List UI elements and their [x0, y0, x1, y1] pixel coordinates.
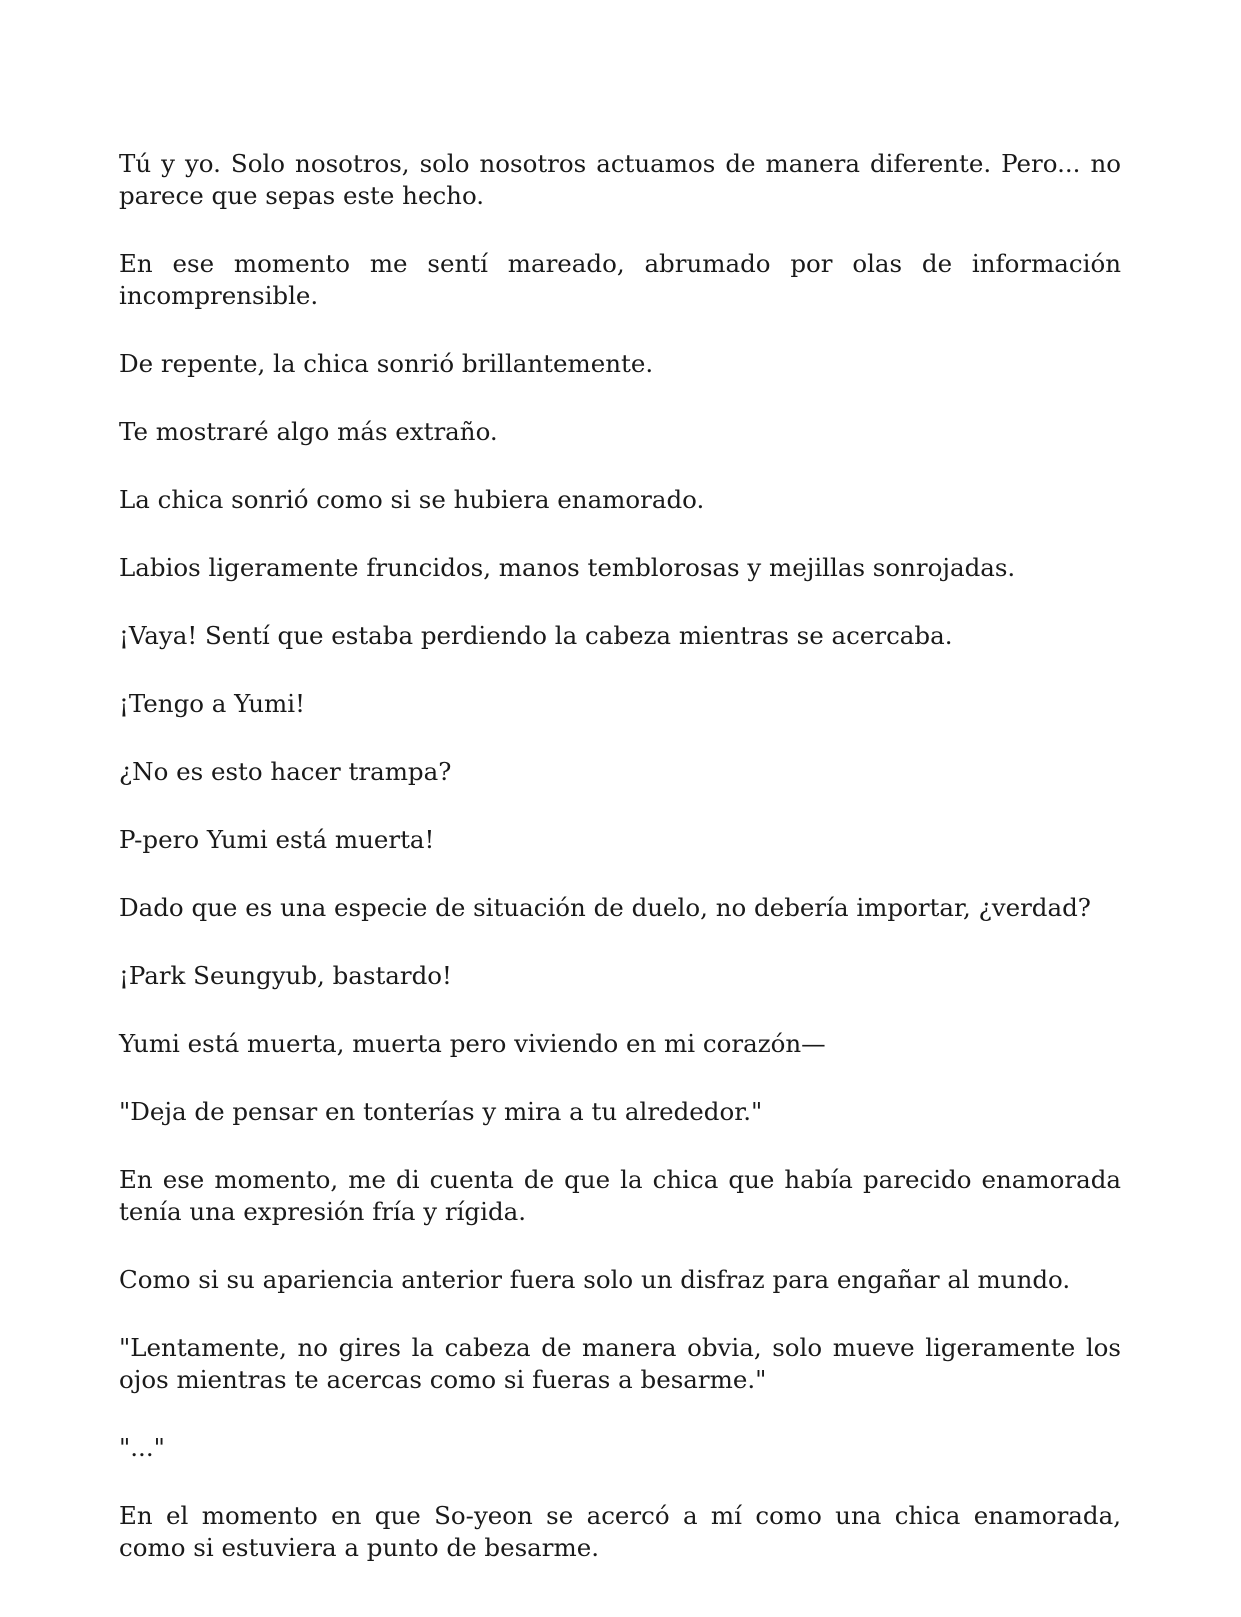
paragraph-4: Te mostraré algo más extraño. — [119, 417, 498, 446]
paragraph-19: En el momento en que So-yeon se acercó a mí como una chica enamorada, como si estuviera a punto de besarme. — [119, 1501, 1121, 1562]
paragraph-5: La chica sonrió como si se hubiera enamorado. — [119, 485, 705, 514]
paragraph-3: De repente, la chica sonrió brillantemente. — [119, 349, 654, 378]
paragraph-17: "Lentamente, no gires la cabeza de manera obvia, solo mueve ligeramente los ojos mientras te acercas como si fueras a besarme." — [119, 1333, 1121, 1394]
paragraph-2: En ese momento me sentí mareado, abrumado por olas de información incomprensible. — [119, 249, 1121, 310]
paragraph-1: Tú y yo. Solo nosotros, solo nosotros actuamos de manera diferente. Pero... no parece que sepas este hecho. — [119, 149, 1121, 210]
paragraph-6: Labios ligeramente fruncidos, manos temblorosas y mejillas sonrojadas. — [119, 553, 1016, 582]
paragraph-13: Yumi está muerta, muerta pero viviendo en mi corazón— — [119, 1029, 826, 1058]
paragraph-16: Como si su apariencia anterior fuera solo un disfraz para engañar al mundo. — [119, 1265, 1071, 1294]
paragraph-8: ¡Tengo a Yumi! — [119, 689, 305, 718]
paragraph-9: ¿No es esto hacer trampa? — [119, 757, 452, 786]
paragraph-12: ¡Park Seungyub, bastardo! — [119, 961, 452, 990]
paragraph-18: "..." — [119, 1433, 165, 1462]
paragraph-11: Dado que es una especie de situación de duelo, no debería importar, ¿verdad? — [119, 893, 1091, 922]
document-page — [119, 148, 1121, 1564]
paragraph-7: ¡Vaya! Sentí que estaba perdiendo la cabeza mientras se acercaba. — [119, 621, 953, 650]
paragraph-10: P-pero Yumi está muerta! — [119, 825, 435, 854]
paragraph-15: En ese momento, me di cuenta de que la chica que había parecido enamorada tenía una expresión fría y rígida. — [119, 1165, 1121, 1226]
paragraph-14: "Deja de pensar en tonterías y mira a tu alrededor." — [119, 1097, 763, 1126]
